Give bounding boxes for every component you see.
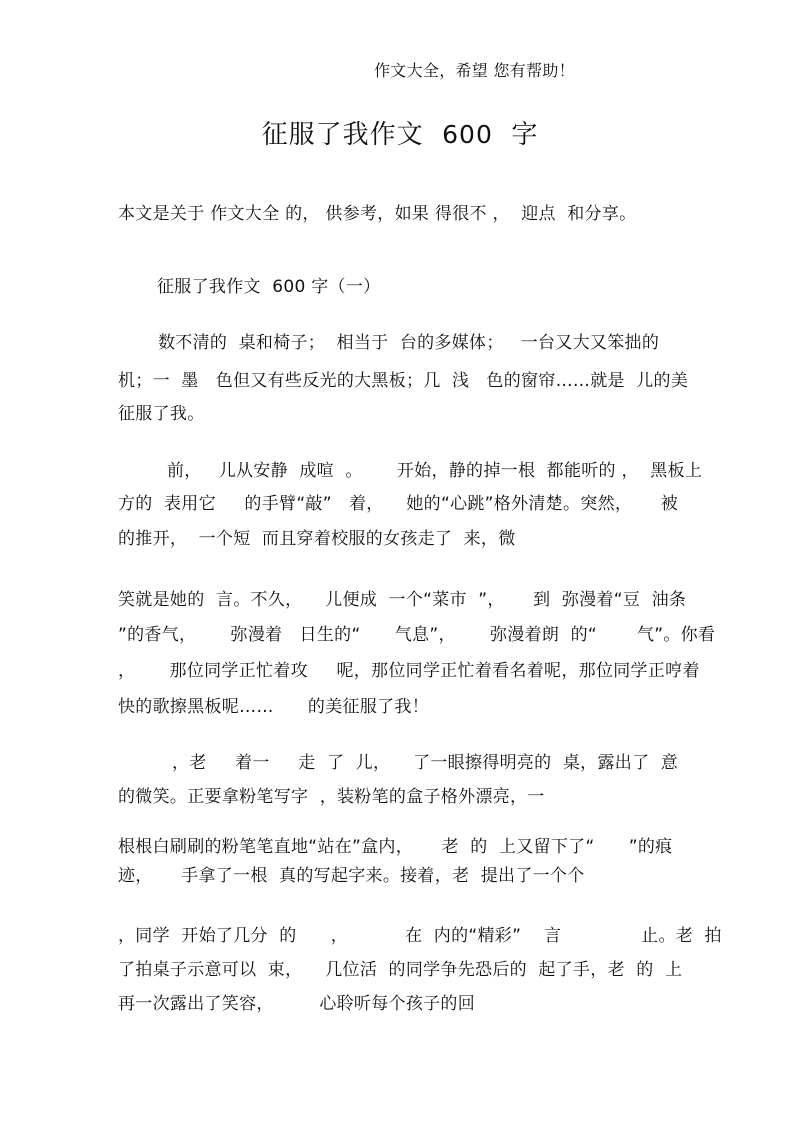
paragraph-line: ”的香气， 弥漫着 日生的“ 气息”， 弥漫着朗 的“ 气”。你看 — [118, 625, 716, 645]
paragraph-line: 前， 儿从安静 成喧 。 开始，静的掉一根 都能听的 ， 黑板上 — [167, 461, 703, 481]
paragraph-line: 根根白刷刷的粉笔笔直地“站在”盒内， 老 的 上又留下了“ ”的痕 — [118, 837, 673, 857]
paragraph-line: 了拍桌子示意可以 束， 几位活 的同学争先恐后的 起了手，老 的 上 — [118, 960, 683, 980]
paragraph-line: 机；一 墨 色但又有些反光的大黑板；几 浅 色的窗帘……就是 儿的美 — [118, 371, 689, 391]
title-suffix: 字 — [511, 120, 539, 150]
page-title — [0, 118, 800, 152]
paragraph-line: 笑就是她的 言。不久， 儿便成 一个“菜市 ”， 到 弥漫着“豆 油条 — [118, 590, 687, 610]
title-text: 征服了我作文 — [261, 120, 424, 150]
paragraph-line: ， 那位同学正忙着攻 呢，那位同学正忙着看名着呢，那位同学正哼着 — [118, 661, 700, 681]
paragraph-line: 的微笑。正要拿粉笔写字 ，装粉笔的盒子格外漂亮，一 — [118, 787, 545, 807]
paragraph-line: 快的歌擦黑板呢…… 的美征服了我！ — [118, 697, 430, 717]
paragraph-line: 再一次露出了笑容， 心聆听每个孩子的回 — [118, 994, 476, 1014]
intro-paragraph: 本文是关于 作文大全 的， 供参考，如果 得很不 ， 迎点 和分享。 — [118, 204, 637, 224]
title-number: 600 — [442, 120, 493, 149]
paragraph-line: 迹， 手拿了一根 真的写起字来。接着，老 提出了一个个 — [118, 866, 585, 886]
section-heading: 征服了我作文 600 字（一） — [157, 277, 381, 297]
paragraph-line: 数不清的 桌和椅子； 相当于 台的多媒体； 一台又大又笨拙的 — [158, 333, 660, 353]
paragraph-line: 征服了我。 — [118, 404, 205, 424]
paragraph-line: ，同学 开始了几分 的 ， 在 内的“精彩” 言 止。老 拍 — [118, 926, 722, 946]
page-header: 作文大全，希望 您有帮助！ — [374, 61, 575, 80]
paragraph-line: 方的 表用它 的手臂“敲” 着， 她的“心跳”格外清楚。突然， 被 — [118, 494, 678, 514]
paragraph-line: ，老 着一 走 了 儿， 了一眼擦得明亮的 桌，露出了 意 — [172, 753, 679, 773]
paragraph-line: 的推开， 一个短 而且穿着校服的女孩走了 来，微 — [118, 529, 516, 549]
